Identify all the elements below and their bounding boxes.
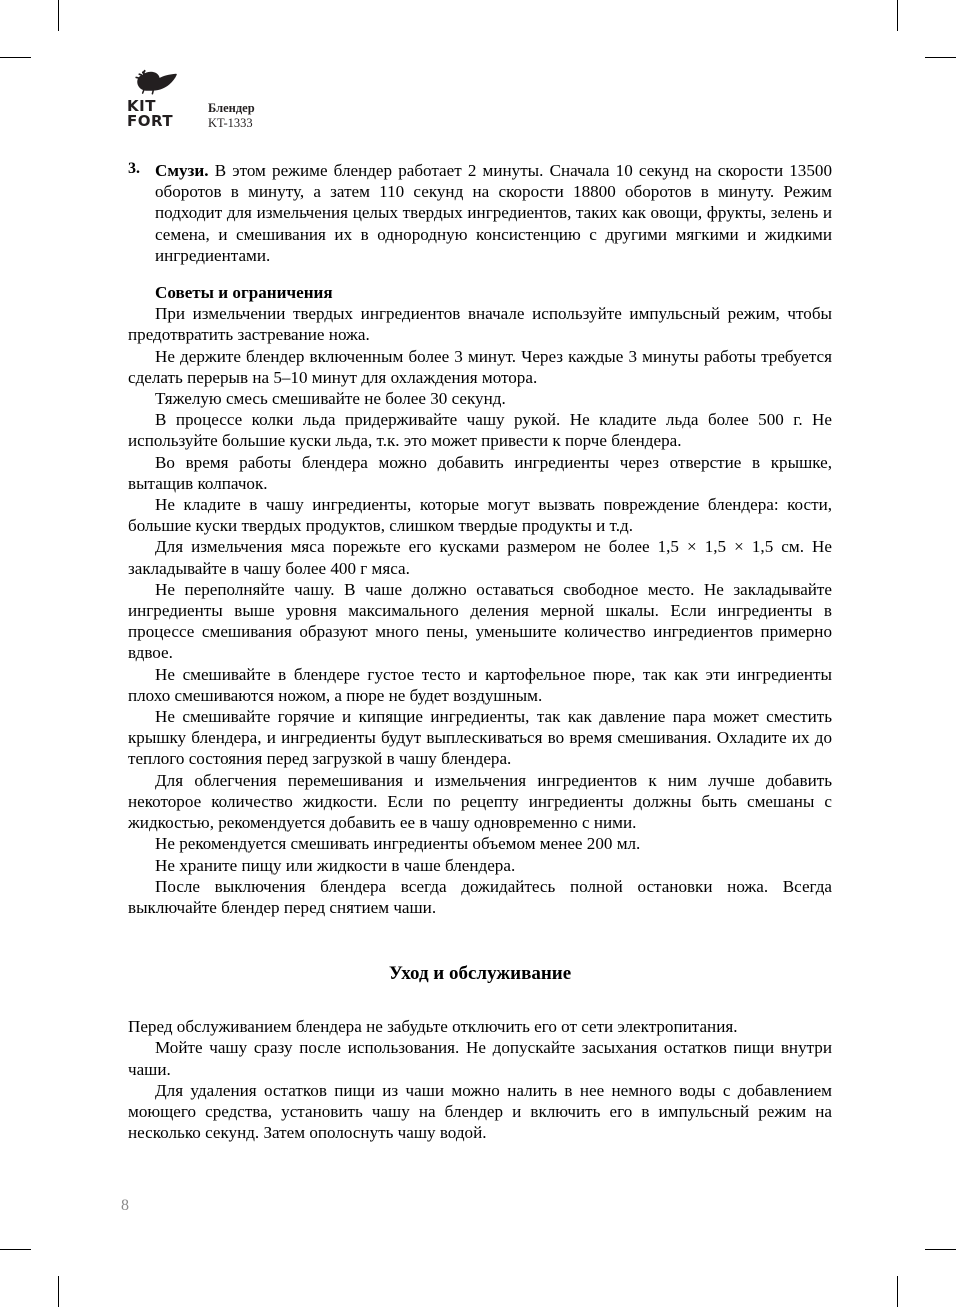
crop-mark-bottom-left-horizontal (0, 1249, 31, 1250)
tip-paragraph: Не держите блендер включенным более 3 минут. Через каждые 3 минуты работы требуется сделать перерыв на 5–10 минут для охлаждения мотора. (128, 346, 832, 387)
content-column (128, 160, 832, 1143)
model-label: KT-1333 (208, 116, 253, 130)
list-item-lead: Смузи. (155, 161, 209, 180)
tip-paragraph: Не храните пищу или жидкости в чаше блендера. (155, 855, 516, 875)
heading-gap (128, 986, 832, 1016)
brand-wordmark-line1: KIT (127, 97, 156, 115)
care-paragraph: Мойте чашу сразу после использования. Не допускайте засыхания остатков пищи внутри чаши. (128, 1038, 832, 1079)
tip-paragraph: Не кладите в чашу ингредиенты, которые могут вызвать повреждение блендера: кости, большие куски твердых продуктов, слишком твердые продукты и т.д. (128, 495, 832, 536)
crop-mark-bottom-left-vertical (58, 1276, 59, 1307)
care-section-heading: Уход и обслуживание (388, 963, 572, 985)
crop-mark-top-left-horizontal (0, 57, 31, 58)
tip-paragraph: Не смешивайте в блендере густое тесто и картофельное пюре, так как эти ингредиенты плохо смешиваются ножом, а пюре не будет воздушным. (128, 664, 832, 705)
tip-paragraph: Не переполняйте чашу. В чаше должно оставаться свободное место. Не закладывайте ингредиенты выше уровня максимального деления мерной шкалы. Если ингредиенты в процессе смешивания образуют много пены, уменьшите количество ингредиентов примерно вдвое. (128, 579, 832, 663)
product-label: Блендер (208, 101, 255, 115)
care-paragraph: Перед обслуживанием блендера не забудьте отключить его от сети электропитания. (128, 1017, 738, 1037)
list-item-body: В этом режиме блендер работает 2 минуты. Сначала 10 секунд на скорости 13500 оборотов в минуту, а затем 110 секунд на скорости 18800 оборотов в минуту. Режим подходит для измельчения целых твердых ингредиентов, таких как овощи, фрукты, зелень и семена, и смешивания их в однородную консистенцию с другими мягкими и жидкими ингредиентами. (155, 161, 832, 265)
crop-mark-top-right-vertical (897, 0, 898, 31)
tip-paragraph: Тяжелую смесь смешивайте не более 30 секунд. (155, 389, 506, 409)
tip-paragraph: В процессе колки льда придерживайте чашу рукой. Не кладите льда более 500 г. Не используйте большие куски льда, т.к. это может привести к порче блендера. (128, 410, 832, 451)
crop-mark-top-left-vertical (58, 0, 59, 31)
brand-wordmark (127, 99, 173, 129)
brand-logo (127, 68, 193, 129)
tip-paragraph: Не смешивайте горячие и кипящие ингредиенты, так как давление пара может сместить крышку блендера, и ингредиенты будут выплескиваться во время смешивания. Охладите их до теплого состояния перед загрузкой в чашу блендера. (128, 707, 832, 769)
tip-paragraph: Не рекомендуется смешивать ингредиенты объемом менее 200 мл. (155, 834, 641, 854)
crop-mark-bottom-right-vertical (897, 1276, 898, 1307)
whale-logo-icon (129, 68, 181, 98)
list-item-number: 3. (128, 160, 140, 177)
tip-paragraph: При измельчении твердых ингредиентов вначале используйте импульсный режим, чтобы предотвратить застревание ножа. (128, 304, 832, 345)
crop-mark-top-right-horizontal (925, 57, 956, 58)
tip-paragraph: После выключения блендера всегда дожидайтесь полной остановки ножа. Всегда выключайте блендер перед снятием чаши. (128, 876, 832, 917)
numbered-list-item-3 (128, 160, 832, 266)
page-number: 8 (121, 1197, 129, 1214)
crop-mark-bottom-right-horizontal (925, 1249, 956, 1250)
tip-paragraph: Во время работы блендера можно добавить ингредиенты через отверстие в крышке, вытащив колпачок. (128, 452, 832, 493)
care-paragraph: Для удаления остатков пищи из чаши можно налить в нее немного воды с добавлением моющего средства, установить чашу на блендер и включить его в импульсный режим на несколько секунд. Затем ополоснуть чашу водой. (128, 1080, 832, 1143)
page-masthead (127, 68, 255, 131)
tip-paragraph: Для облегчения перемешивания и измельчения ингредиентов к ним лучше добавить некоторое количество жидкости. Если по рецепту ингредиенты должны быть смешаны с жидкостью, рекомендуется добавить ее в чашу одновременно с ними. (128, 770, 832, 833)
header-product-info (208, 68, 255, 131)
tips-subheading: Советы и ограничения (155, 283, 333, 303)
header-product-name (208, 101, 255, 116)
section-gap (128, 918, 832, 962)
list-item-text (155, 160, 832, 266)
tip-paragraph: Для измельчения мяса порежьте его кусками размером не более 1,5 × 1,5 × 1,5 см. Не закладывайте в чашу более 400 г мяса. (128, 537, 832, 578)
header-model-number (208, 116, 255, 131)
brand-wordmark-line2: FORT (127, 112, 174, 130)
